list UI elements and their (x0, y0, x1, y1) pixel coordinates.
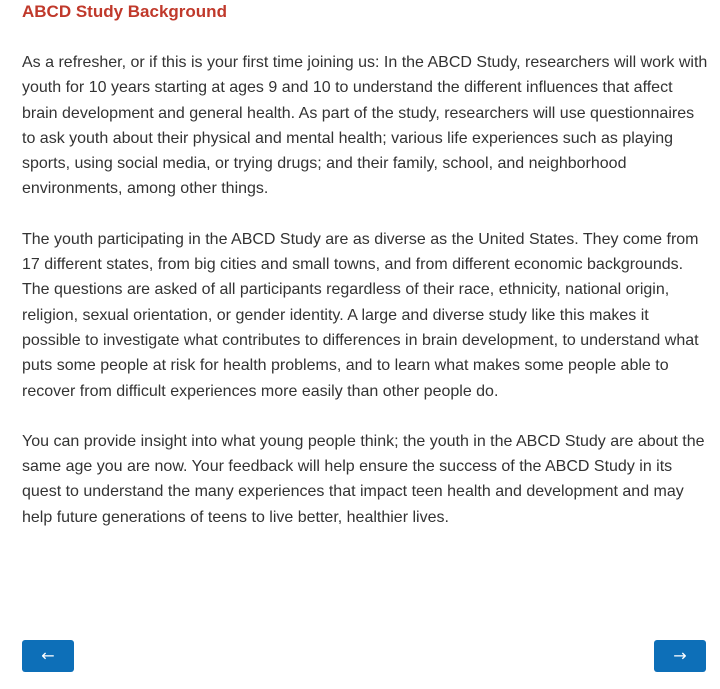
paragraph-feedback: You can provide insight into what young people think; the youth in the ABCD Study are about the same age you are now. Your feedback will help ensure the success of the ABCD Study in its quest to understand the many experiences that impact teen health and development and may help future generations of teens to live better, healthier lives. (22, 432, 705, 526)
page-title: ABCD Study Background (22, 2, 227, 21)
next-button[interactable] (654, 640, 706, 672)
background-text (22, 50, 708, 555)
arrow-left-icon: ← (41, 646, 55, 665)
paragraph-diversity: The youth participating in the ABCD Study are as diverse as the United States. They come from 17 different states, from big cities and small towns, and from different economic backgrounds. The questions are asked of all participants regardless of their race, ethnicity, national origin, religion, sexual orientation, or gender identity. A large and diverse study like this makes it possible to investigate what contributes to differences in brain development, to understand what puts some people at risk for health problems, and to learn what makes some people able to recover from difficult experiences more easily than other people do. (22, 230, 699, 400)
back-button[interactable] (22, 640, 74, 672)
paragraph-intro: As a refresher, or if this is your first time joining us: In the ABCD Study, researchers will work with youth for 10 years starting at ages 9 and 10 to understand the different influences that affect brain development and general health. As part of the study, researchers will use questionnaires to ask youth about their physical and mental health; various life experiences such as playing sports, using social media, or trying drugs; and their family, school, and neighborhood environments, among other things. (22, 54, 708, 198)
arrow-right-icon: → (673, 646, 687, 665)
